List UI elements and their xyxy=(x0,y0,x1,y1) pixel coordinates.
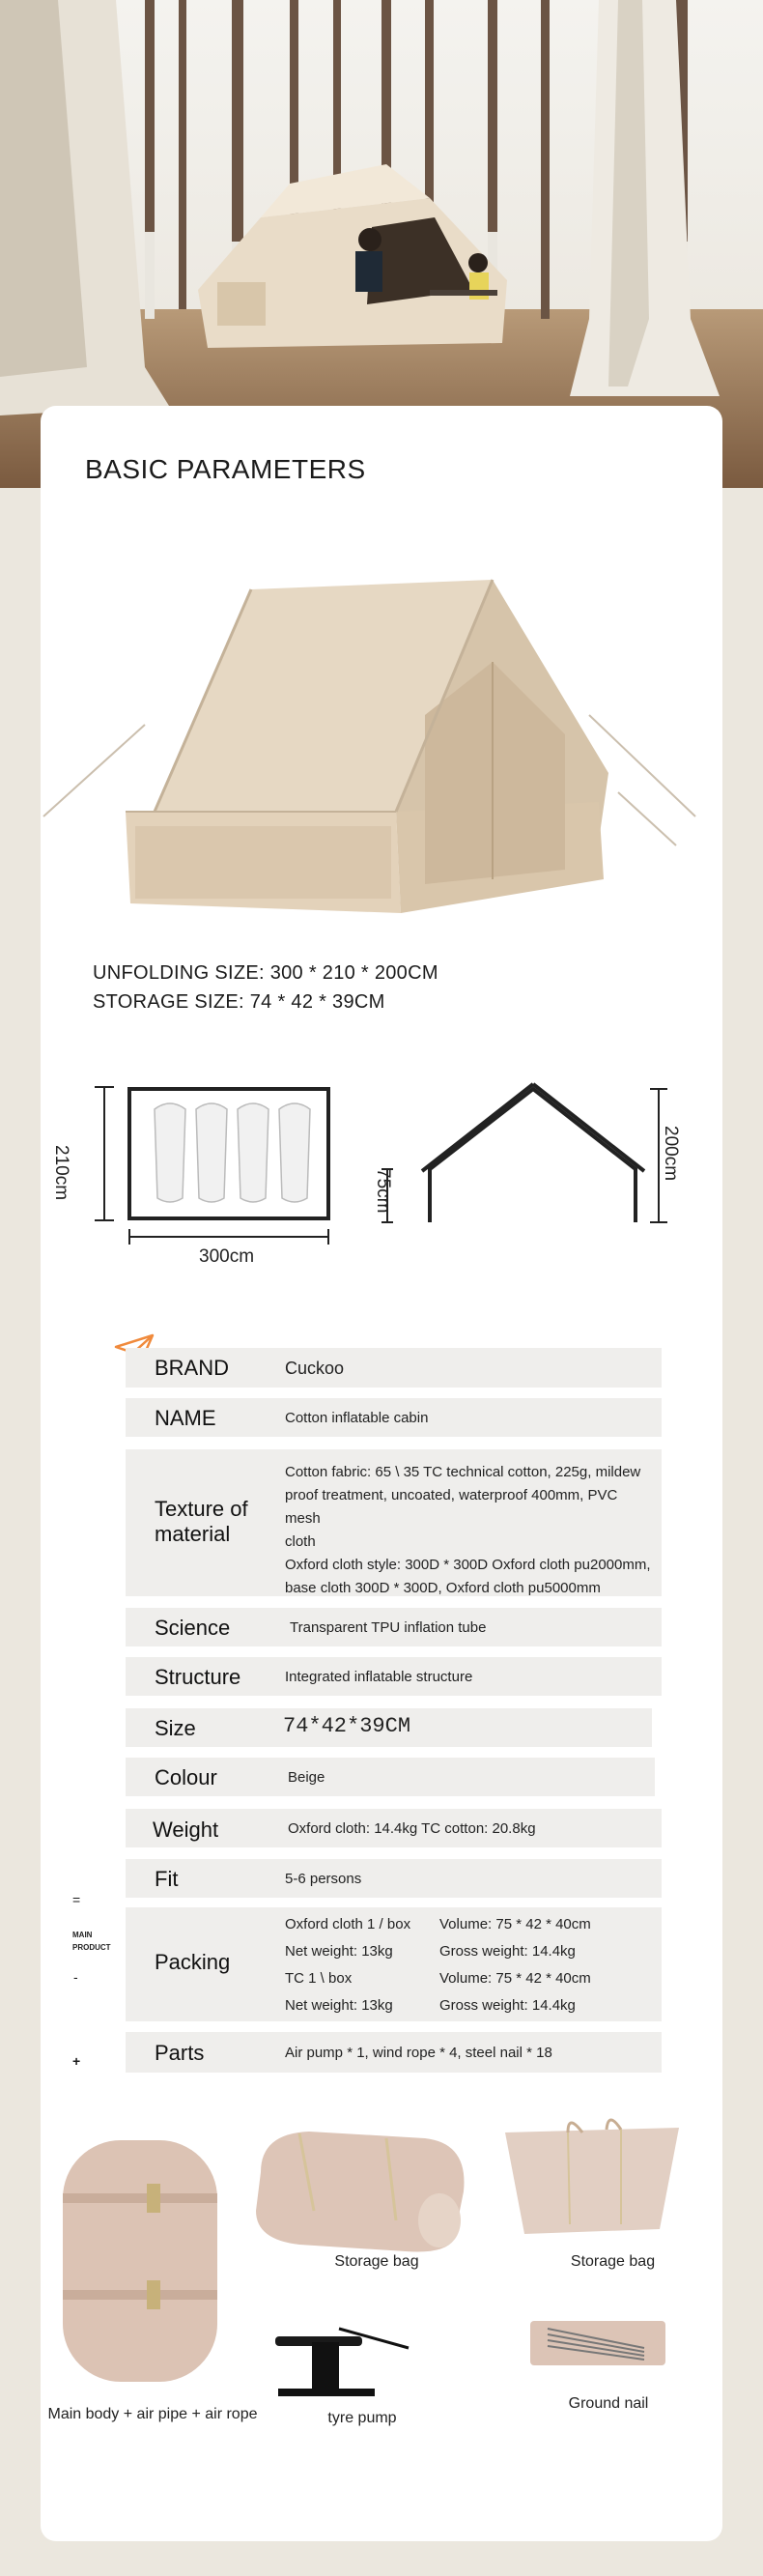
spec-row-brand xyxy=(126,1348,662,1388)
spec-row-fit xyxy=(126,1859,662,1898)
caption-ground-nail: Ground nail xyxy=(568,2395,649,2412)
elevation-diagram xyxy=(382,1073,681,1237)
side-mark-dash: - xyxy=(73,1969,78,1985)
storage-bag-duffel-image xyxy=(241,2114,473,2259)
total-height-label: 200cm xyxy=(661,1126,681,1182)
spec-label: NAME xyxy=(155,1406,216,1430)
spec-label: Texture of material xyxy=(155,1497,248,1546)
unfolding-size: UNFOLDING SIZE: 300 * 210 * 200CM xyxy=(93,962,438,984)
spec-row-name xyxy=(126,1398,662,1437)
caption-main-body: Main body + air pipe + air rope xyxy=(47,2406,258,2422)
spec-value: Air pump * 1, wind rope * 4, steel nail * 18 xyxy=(285,2045,552,2061)
spec-label: Packing xyxy=(155,1950,231,1974)
spec-label: Parts xyxy=(155,2041,205,2065)
side-mark-main: MAIN xyxy=(72,1931,93,1939)
ground-nail-image xyxy=(528,2319,668,2369)
section-title: BASIC PARAMETERS xyxy=(85,454,366,484)
spec-value: Integrated inflatable structure xyxy=(285,1669,473,1685)
storage-bag-tote-image xyxy=(500,2118,684,2244)
tyre-pump-image xyxy=(273,2319,413,2411)
side-mark-eq: = xyxy=(72,1892,81,1907)
spec-value: Cuckoo xyxy=(285,1359,345,1378)
spec-value: Beige xyxy=(288,1769,325,1786)
spec-label: Size xyxy=(155,1716,196,1740)
spec-value-right: Volume: 75 * 42 * 40cm Gross weight: 14.4kg Volume: 75 * 42 * 40cm Gross weight: 14.4kg xyxy=(439,1916,591,2014)
floor-plan-diagram xyxy=(68,1073,348,1275)
spec-value: Oxford cloth: 14.4kg TC cotton: 20.8kg xyxy=(288,1820,536,1837)
caption-tyre-pump: tyre pump xyxy=(327,2410,397,2426)
spec-value: 74*42*39CM xyxy=(283,1714,411,1738)
spec-row-colour xyxy=(126,1758,655,1796)
spec-row-parts xyxy=(126,2032,662,2073)
spec-row-packing xyxy=(126,1907,662,2021)
storage-size: STORAGE SIZE: 74 * 42 * 39CM xyxy=(93,991,385,1013)
spec-row-weight xyxy=(126,1809,662,1847)
main-body-roll-image xyxy=(58,2135,222,2387)
spec-label: Science xyxy=(155,1616,231,1640)
spec-value: 5-6 persons xyxy=(285,1871,362,1887)
spec-label: Structure xyxy=(155,1665,241,1689)
spec-value: Cotton inflatable cabin xyxy=(285,1410,429,1426)
spec-row-texture xyxy=(126,1449,662,1596)
spec-row-size xyxy=(126,1708,652,1747)
spec-label: Colour xyxy=(155,1765,217,1789)
spec-label: BRAND xyxy=(155,1356,230,1380)
caption-storage-bag-2: Storage bag xyxy=(570,2253,656,2270)
side-mark-product: PRODUCT xyxy=(72,1943,111,1952)
spec-row-science xyxy=(126,1608,662,1646)
side-mark-plus: + xyxy=(72,2053,81,2069)
floor-width-label: 300cm xyxy=(199,1246,255,1267)
spec-value-left: Oxford cloth 1 / box Net weight: 13kg TC 1 \ box Net weight: 13kg xyxy=(285,1916,411,2014)
spec-value: Transparent TPU inflation tube xyxy=(290,1619,487,1636)
spec-row-structure xyxy=(126,1657,662,1696)
wall-height-label: 75cm xyxy=(373,1168,393,1214)
spec-label: Fit xyxy=(155,1867,179,1891)
spec-value: Cotton fabric: 65 \ 35 TC technical cotton, 225g, mildew proof treatment, uncoated, waterproof 400mm, PVC mesh cloth Oxford cloth style: 300D * 300D Oxford cloth pu2000mm, base cloth 300D * 300D, Oxford cloth pu5000mm xyxy=(285,1464,651,1596)
tent-product-image xyxy=(39,560,705,928)
caption-storage-bag-1: Storage bag xyxy=(334,2253,419,2270)
floor-depth-label: 210cm xyxy=(51,1145,71,1201)
spec-label: Weight xyxy=(153,1818,219,1842)
